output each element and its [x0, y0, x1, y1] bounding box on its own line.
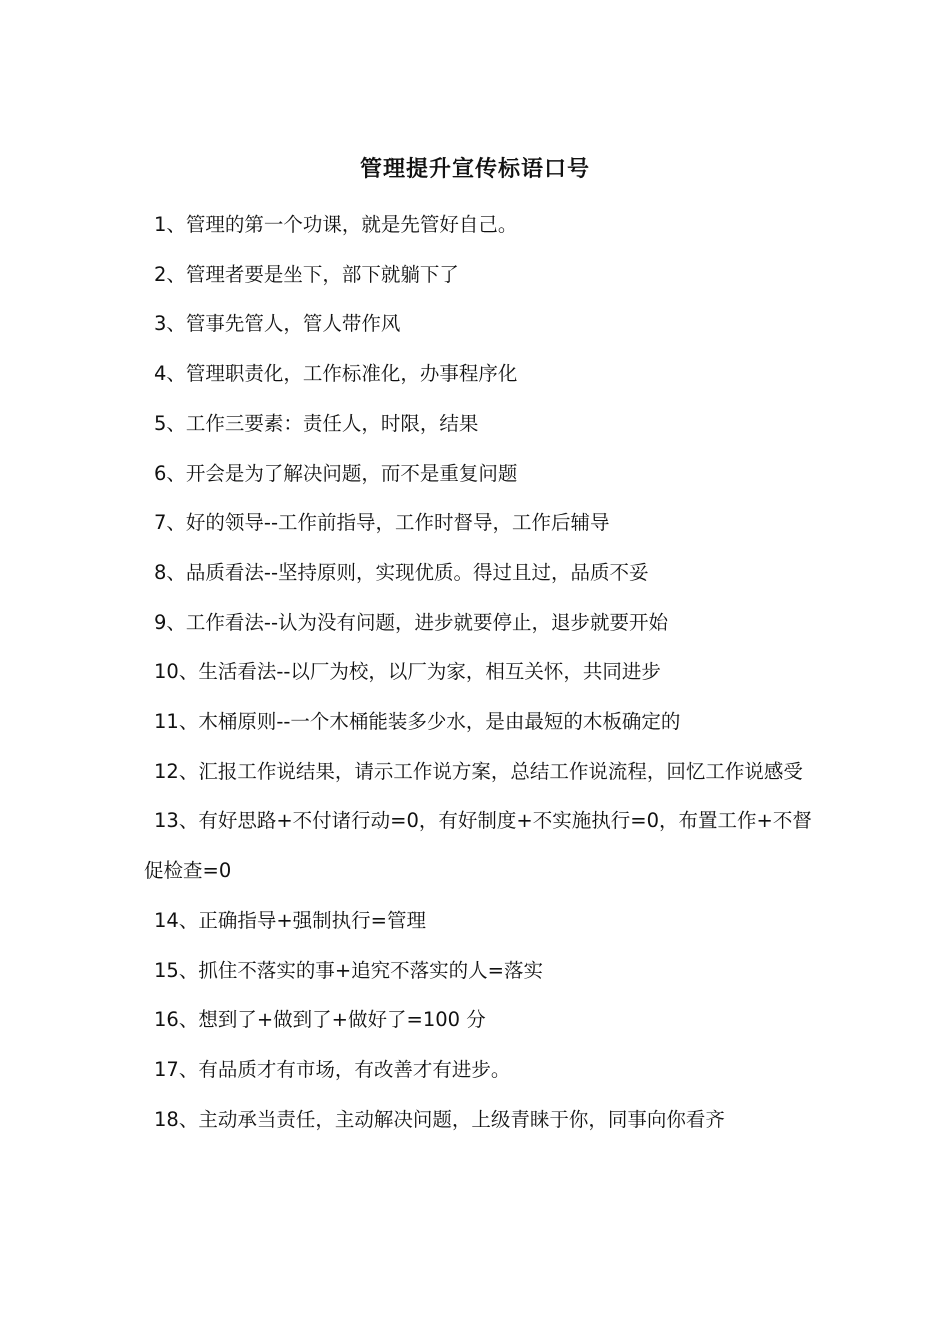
list-item: 16、想到了+做到了+做好了=100 分 — [154, 1008, 486, 1032]
list-item: 9、工作看法--认为没有问题，进步就要停止，退步就要开始 — [154, 610, 668, 634]
list-item: 1、管理的第一个功课，就是先管好自己。 — [154, 213, 518, 236]
list-item: 7、好的领导--工作前指导，工作时督导，工作后辅导 — [154, 511, 610, 535]
list-item: 14、正确指导+强制执行=管理 — [154, 908, 426, 932]
list-item: 2、管理者要是坐下，部下就躺下了 — [154, 262, 459, 286]
list-item: 8、品质看法--坚持原则，实现优质。得过且过，品质不妥 — [154, 560, 649, 584]
list-item: 4、管理职责化，工作标准化，办事程序化 — [154, 362, 518, 386]
list-item: 17、有品质才有市场，有改善才有进步。 — [154, 1057, 511, 1081]
list-item: 18、主动承当责任，主动解决问题，上级青睐于你，同事向你看齐 — [154, 1107, 725, 1131]
slogan-list — [144, 200, 812, 1144]
list-item: 15、抓住不落实的事+追究不落实的人=落实 — [154, 958, 543, 982]
document-title: 管理提升宣传标语口号 — [359, 157, 590, 182]
list-item: 3、管事先管人，管人带作风 — [154, 312, 401, 336]
list-item: 13、有好思路+不付诸行动=0，有好制度+不实施执行=0，布置工作+不督促检查=0 — [144, 809, 812, 883]
list-item: 12、汇报工作说结果，请示工作说方案，总结工作说流程，回忆工作说感受 — [154, 759, 803, 783]
list-item: 11、木桶原则--一个木桶能装多少水，是由最短的木板确定的 — [154, 710, 681, 734]
list-item: 6、开会是为了解决问题，而不是重复问题 — [154, 461, 518, 485]
list-item: 5、工作三要素：责任人，时限，结果 — [154, 411, 479, 435]
list-item: 10、生活看法--以厂为校，以厂为家，相互关怀，共同进步 — [154, 660, 661, 684]
